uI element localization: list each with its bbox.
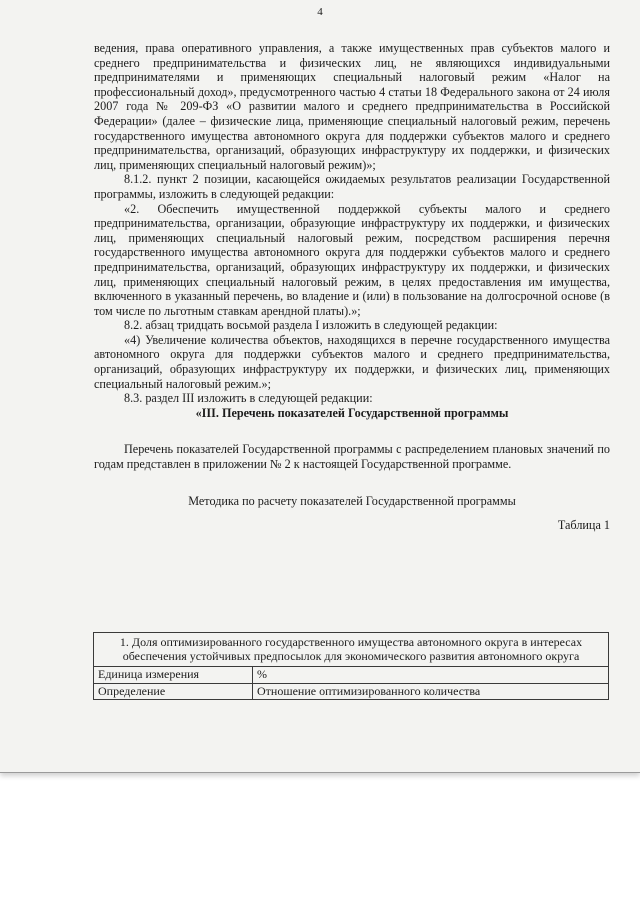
indicators-paragraph: Перечень показателей Государственной программы с распределением плановых значений по годам представлен в приложении № 2 к настоящей Государственной программе. — [94, 442, 610, 472]
row-label-unit: Единица измерения — [94, 667, 253, 684]
page-number: 4 — [317, 6, 323, 18]
paragraph-8-1-2: 8.1.2. пункт 2 позиции, касающейся ожидаемых результатов реализации Государственной программы, изложить в следующей редакции: — [94, 172, 610, 201]
paragraph-quote-4: «4) Увеличение количества объектов, находящихся в перечне государственного имущества автономного округа для поддержки субъектов малого и среднего предпринимательства, организаций, образующих инфраструктуру их поддержки, и физических лиц, применяющих специальный налоговый режим.»; — [94, 332, 610, 391]
indicator-table — [93, 632, 609, 700]
row-label-definition: Определение — [94, 683, 253, 700]
paragraph-quote-2: «2. Обеспечить имущественной поддержкой субъекты малого и среднего предпринимательства, организации, образующие инфраструктуру их поддержки, и физических лиц, применяющих специальный налоговый режим, посредством расширения перечня государственного имущества автономного округа для поддержки субъектов малого и среднего предпринимательства, организаций, образующих инфраструктуру их поддержки, и физических лиц, применяющих специальный налоговый режим, в целях предоставления им имущества, включенного в указанный перечень, во владение и (или) в пользование на долгосрочной основе (в том числе по льготным ставкам арендной платы).»; — [94, 201, 610, 318]
table-caption: 1. Доля оптимизированного государственного имущества автономного округа в интересах обеспечения устойчивых предпосылок для экономического развития автономного округа — [94, 633, 609, 667]
paragraph-8-2: 8.2. абзац тридцать восьмой раздела I изложить в следующей редакции: — [124, 318, 498, 333]
methodology-title: Методика по расчету показателей Государственной программы — [188, 493, 516, 508]
paragraph-8-3: 8.3. раздел III изложить в следующей редакции: — [124, 391, 373, 406]
row-value-definition: Отношение оптимизированного количества — [253, 683, 609, 700]
section-heading: «III. Перечень показателей Государственной программы — [195, 405, 509, 420]
row-value-unit: % — [253, 667, 609, 684]
paragraph-continuation: ведения, права оперативного управления, а также имущественных прав субъектов малого и среднего предпринимательства и физических лиц, не являющихся индивидуальными предпринимателями и применяющих специальный налоговый режим «Налог на профессиональный доход», предусмотренного частью 4 статьи 18 Федерального закона от 24 июля 2007 года № 209-ФЗ «О развитии малого и среднего предпринимательства в Российской Федерации» (далее – физические лица, применяющие специальный налоговый режим, перечень государственного имущества автономного округа для поддержки субъектов малого и среднего предпринимательства, организаций, образующих инфраструктуру их поддержки, и физических лиц, применяющих специальный налоговый режим)»; — [94, 41, 610, 172]
table-row — [94, 667, 609, 684]
body-text — [94, 41, 610, 533]
table-row — [94, 683, 609, 700]
table-label: Таблица 1 — [557, 518, 610, 533]
